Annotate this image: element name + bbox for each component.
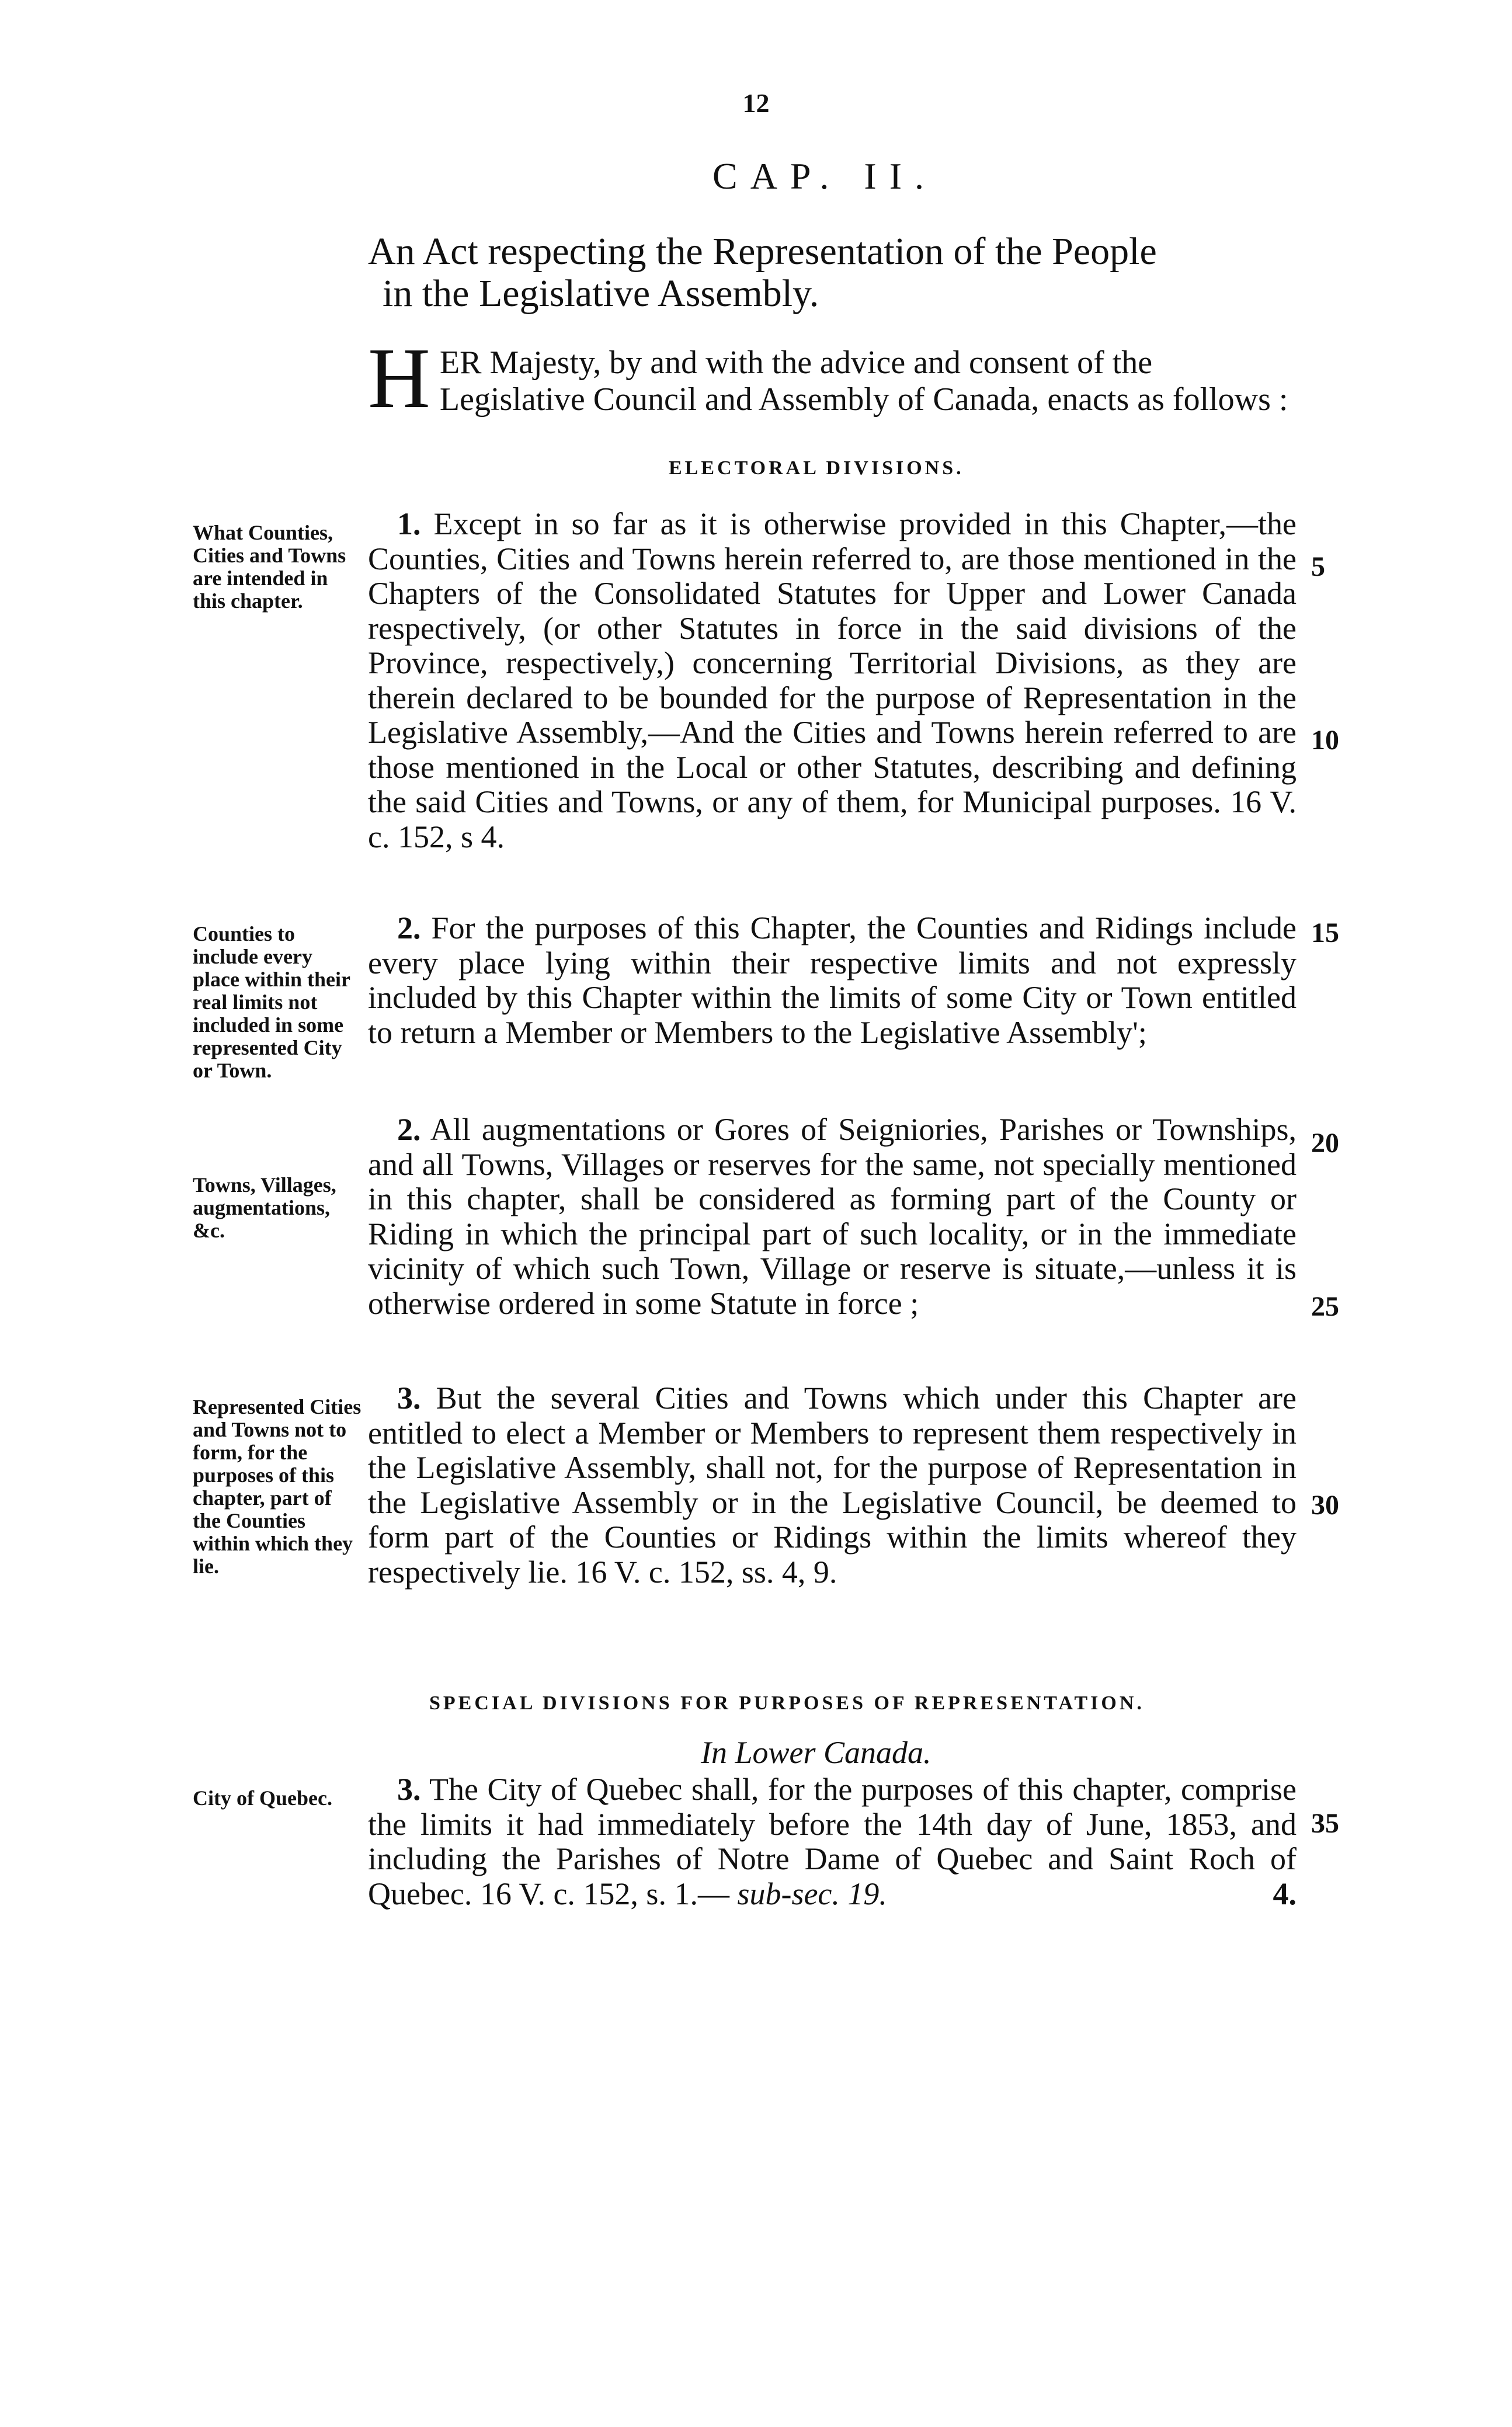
- enacting-clause: [368, 331, 1297, 426]
- section-text: For the purposes of this Chapter, the Counties and Ridings include every place lying within their respective limits and not expressly included by this Chapter within the limits of some City or Town entitled to return a Member or Members to the Legislative Assembly';: [368, 910, 1297, 1050]
- section-number: 3.: [397, 1381, 421, 1416]
- side-note: Counties to include every place within their real limits not included in some represented City or Town.: [193, 922, 350, 1082]
- section-heading-special: SPECIAL DIVISIONS FOR PURPOSES OF REPRESENTATION.: [429, 1692, 1145, 1714]
- line-number: 20: [1311, 1128, 1339, 1159]
- line-number: 30: [1311, 1490, 1339, 1521]
- section-number: 2.: [397, 1112, 421, 1147]
- section-paragraph: [368, 1772, 1297, 1911]
- section-number: 1.: [397, 506, 421, 541]
- section-paragraph: [368, 507, 1297, 854]
- act-title-line2: in the Legislative Assembly.: [383, 272, 819, 315]
- section-number: 2.: [397, 910, 421, 945]
- section-text: All augmentations or Gores of Seigniories, Parishes or Townships, and all Towns, Villages or reserves for the same, not specially mentioned in this chapter, shall be considered as forming part of the County or Riding in which the principal part of such locality, or in the immediate vicinity of which such Town, Village or reserve is situate,—unless it is otherwise ordered in some Statute in force ;: [368, 1112, 1297, 1321]
- section-text: The City of Quebec shall, for the purposes of this chapter, comprise the limits it had immediately before the 14th day of June, 1853, and including the Parishes of Notre Dame of Quebec and Saint Roch of Quebec. 16 V. c. 152, s. 1.—: [368, 1772, 1297, 1911]
- chapter-heading: CAP. II.: [712, 155, 937, 197]
- catchword: 4.: [1273, 1876, 1297, 1911]
- line-number: 15: [1311, 917, 1339, 948]
- section-text: But the several Cities and Towns which under this Chapter are entitled to elect a Member or Members to represent them respectively in the Legislative Assembly, shall not, for the purpose of Representation in the Legislative Assembly or in the Legislative Council, be deemed to form part of the Counties or Ridings within the limits whereof they respectively lie. 16 V. c. 152, ss. 4, 9.: [368, 1381, 1297, 1590]
- side-note: City of Quebec.: [193, 1786, 332, 1810]
- section-heading-electoral: ELECTORAL DIVISIONS.: [669, 457, 964, 479]
- side-note: Represented Cities and Towns not to form, for the purposes of this chapter, part of the Counties within which they lie.: [193, 1395, 362, 1578]
- enacting-text: ER Majesty, by and with the advice and consent of the Legislative Council and Assembly of Canada, enacts as follows :: [439, 345, 1288, 418]
- side-note: What Counties, Cities and Towns are intended in this chapter.: [193, 521, 346, 613]
- line-number: 25: [1311, 1291, 1339, 1322]
- side-note: Towns, Villages, augmentations, &c.: [193, 1173, 336, 1242]
- section-tail: sub-sec. 19.: [737, 1876, 887, 1911]
- section-text: Except in so far as it is otherwise provided in this Chapter,—the Counties, Cities and Towns herein referred to, are those mentioned in the Chapters of the Consolidated Statutes for Upper and Lower Canada respectively, (or other Statutes in force in the said divisions of the Province, respectively,) concerning Territorial Divisions, as they are therein declared to be bounded for the purpose of Representation in the Legislative Assembly,—And the Cities and Towns herein referred to are those mentioned in the Local or other Statutes, describing and defining the said Cities and Towns, or any of them, for Municipal purposes. 16 V. c. 152, s 4.: [368, 506, 1297, 854]
- drop-cap: H: [368, 331, 430, 426]
- line-number: 35: [1311, 1808, 1339, 1839]
- section-number: 3.: [397, 1772, 421, 1807]
- section-paragraph: [368, 1381, 1297, 1590]
- section-paragraph: [368, 1112, 1297, 1321]
- line-number: 5: [1311, 551, 1325, 582]
- subheading-lower-canada: In Lower Canada.: [701, 1735, 931, 1770]
- line-number: 10: [1311, 725, 1339, 756]
- act-title: [368, 231, 1361, 315]
- section-paragraph: [368, 911, 1297, 1050]
- act-title-line1: An Act respecting the Representation of the People: [368, 230, 1157, 273]
- page-number: 12: [742, 88, 770, 118]
